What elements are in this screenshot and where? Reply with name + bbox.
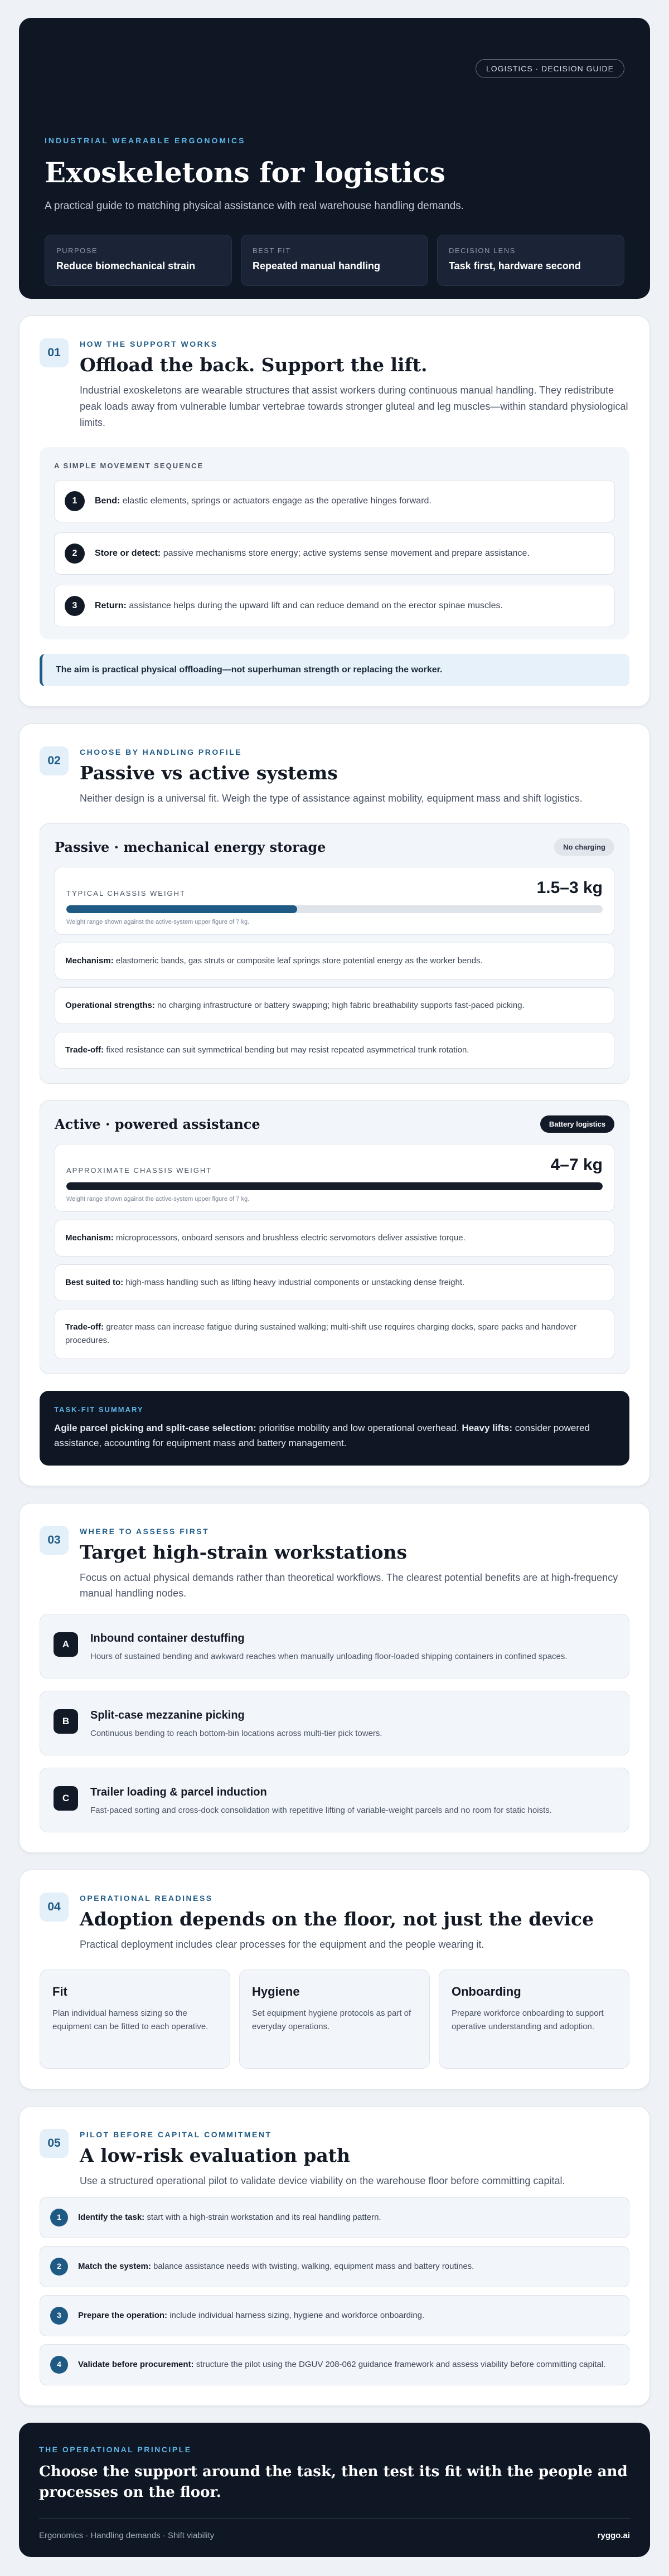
footer-divider [39,2518,630,2519]
active-system-card [40,1100,629,1374]
section-title: A low-risk evaluation path [80,2144,351,2166]
step-text: passive mechanisms store energy; active systems sense movement and prepare assistance. [161,549,530,559]
weight-value: 4–7 kg [550,1156,603,1175]
detail-label: Trade-off: [65,1045,104,1055]
item-title: Trailer loading & parcel induction [90,1786,267,1799]
pilot-step [40,2246,629,2287]
section-title: Adoption depends on the floor, not just the device [80,1908,594,1930]
step-number: 4 [50,2356,68,2374]
step-number: 1 [65,491,85,511]
step-number: 2 [65,544,85,564]
section-intro: Neither design is a universal fit. Weigh the type of assistance against mobility, equipment mass and shift logistics. [80,793,583,804]
section-intro: Industrial exoskeletons are wearable structures that assist workers during continuous manual handling. They redistribute peak loads away from vulnerable lumbar vertebrae towards stronger gluteal and leg muscles—within standard physiological limits. [80,385,628,428]
section-intro: Use a structured operational pilot to validate device viability on the warehouse floor before committing capital. [80,2175,565,2186]
workstation-item [40,1614,629,1678]
fit-card [40,1969,230,2069]
hero-summary-cards [45,235,624,286]
detail-label: Mechanism: [65,1233,114,1243]
workstation-item [40,1691,629,1755]
card-label: DECISION LENS [449,246,516,255]
card-value: Reduce biomechanical strain [56,260,196,271]
hero-subtitle: A practical guide to matching physical assistance with real warehouse handling demands. [45,200,464,212]
detail-text: no charging infrastructure or battery swapping; high fabric breathability supports fast-paced picking. [154,1001,525,1011]
summary-text: consider powered assistance, accounting for equipment mass and battery management. [54,1423,590,1449]
weight-bar-note: Weight range shown against the active-system upper figure of 7 kg. [66,919,250,926]
operational-principle-footer [19,2423,650,2557]
weight-label: TYPICAL CHASSIS WEIGHT [66,889,186,898]
footer-tags: Ergonomics · Handling demands · Shift viability [39,2531,215,2541]
section-kicker: OPERATIONAL READINESS [80,1894,213,1903]
tradeoff-detail [55,1032,614,1069]
item-letter: A [54,1632,78,1657]
section-number: 04 [40,1893,69,1922]
summary-bold: Agile parcel picking and split-case selection: [54,1423,256,1434]
step-text: assistance helps during the upward lift and can reduce demand on the erector spinae muscles. [126,601,503,611]
step-number: 3 [50,2307,68,2325]
detail-text: fixed resistance can suit symmetrical bending but may resist repeated asymmetrical trunk rotation. [104,1045,469,1055]
step-label: Identify the task: [78,2213,145,2223]
weight-value: 1.5–3 kg [536,879,603,898]
step-text: include individual harness sizing, hygiene and workforce onboarding. [167,2311,425,2321]
item-title: Inbound container destuffing [90,1632,245,1645]
weight-bar-note: Weight range shown against the active-system upper figure of 7 kg. [66,1196,250,1203]
system-title: Passive · mechanical energy storage [55,839,326,856]
detail-text: microprocessors, onboard sensors and brushless electric servomotors deliver assistive torque. [113,1233,466,1243]
movement-sequence [40,447,629,639]
system-title: Active · powered assistance [55,1116,260,1133]
battery-logistics-badge: Battery logistics [540,1115,614,1133]
step-label: Prepare the operation: [78,2311,168,2321]
hero-banner [19,18,650,299]
aim-callout: The aim is practical physical offloading—not superhuman strength or replacing the worker. [40,654,629,686]
card-value: Task first, hardware second [449,260,581,271]
card-title: Hygiene [252,1984,300,1998]
step-text: structure the pilot using the DGUV 208-062 guidance framework and assess viability before committing capital. [193,2360,606,2370]
pilot-step [40,2197,629,2238]
section-title: Passive vs active systems [80,762,338,784]
page-title: Exoskeletons for logistics [45,156,445,189]
section-evaluation-path [19,2106,650,2406]
card-title: Onboarding [452,1984,521,1998]
best-suited-detail [55,1264,614,1301]
section-kicker: HOW THE SUPPORT WORKS [80,339,218,348]
footer-message: Choose the support around the task, then test its fit with the people and processes on the floor. [39,2463,628,2501]
footer-kicker: THE OPERATIONAL PRINCIPLE [39,2444,192,2454]
section-title: Target high-strain workstations [80,1541,408,1563]
step-number: 1 [50,2209,68,2226]
pilot-step [40,2344,629,2385]
item-desc: Continuous bending to reach bottom-bin locations across multi-tier pick towers. [90,1729,382,1739]
step-label: Store or detect: [95,549,161,559]
step-number: 2 [50,2258,68,2276]
weight-label: APPROXIMATE CHASSIS WEIGHT [66,1166,212,1175]
item-title: Split-case mezzanine picking [90,1709,245,1722]
section-target-workstations [19,1503,650,1854]
section-how-support-works [19,316,650,707]
guide-type-pill: LOGISTICS · DECISION GUIDE [476,59,624,78]
summary-kicker: TASK-FIT SUMMARY [54,1405,144,1414]
card-value: Repeated manual handling [253,260,381,271]
weight-bar-fill [66,905,297,913]
card-title: Fit [52,1984,67,1998]
detail-text: high-mass handling such as lifting heavy industrial components or unstacking dense freight. [123,1278,465,1288]
section-passive-vs-active [19,724,650,1486]
card-desc: Prepare workforce onboarding to support operative understanding and adoption. [452,2008,604,2031]
workstation-item [40,1768,629,1832]
summary-text: prioritise mobility and low operational overhead. [256,1423,462,1434]
section-kicker: PILOT BEFORE CAPITAL COMMITMENT [80,2129,272,2139]
card-label: PURPOSE [56,246,98,255]
section-kicker: WHERE TO ASSESS FIRST [80,1526,210,1536]
brand-link[interactable]: ryggo.ai [597,2531,630,2541]
step-number: 3 [65,596,85,616]
readiness-columns [40,1969,629,2069]
step-text: balance assistance needs with twisting, walking, equipment mass and battery routines. [151,2262,474,2272]
pilot-step [40,2295,629,2336]
item-desc: Hours of sustained bending and awkward reaches when manually unloading floor-loaded shipping containers in confined spaces. [90,1652,568,1662]
passive-system-card [40,823,629,1084]
sequence-step [54,532,615,575]
step-text: start with a high-strain workstation and its real handling pattern. [144,2213,381,2223]
step-label: Validate before procurement: [78,2360,194,2370]
section-kicker: CHOOSE BY HANDLING PROFILE [80,748,243,757]
task-fit-summary [40,1391,629,1465]
sequence-title: A SIMPLE MOVEMENT SEQUENCE [54,462,204,470]
sequence-step [54,480,615,522]
decision-lens-card [437,235,624,286]
onboarding-card [439,1969,629,2069]
card-desc: Set equipment hygiene protocols as part of everyday operations. [252,2008,411,2031]
hero-kicker: INDUSTRIAL WEARABLE ERGONOMICS [45,136,246,145]
summary-bold: Heavy lifts: [462,1423,513,1434]
detail-text: elastomeric bands, gas struts or composite leaf springs store potential energy as the worker bends. [113,956,483,966]
item-letter: B [54,1709,78,1734]
tradeoff-detail [55,1309,614,1359]
card-label: BEST FIT [253,246,291,255]
section-number: 03 [40,1526,69,1555]
detail-label: Operational strengths: [65,1001,155,1011]
section-operational-readiness [19,1870,650,2089]
best-fit-card [241,235,428,286]
section-intro: Practical deployment includes clear processes for the equipment and the people wearing it. [80,1939,484,1951]
mechanism-detail [55,1220,614,1257]
step-label: Return: [95,601,127,611]
detail-label: Best suited to: [65,1278,124,1288]
section-intro: Focus on actual physical demands rather than theoretical workflows. The clearest potential benefits are at high-frequency manual handling nodes. [80,1571,618,1599]
purpose-card [45,235,232,286]
step-label: Bend: [95,496,120,506]
sequence-step [54,585,615,627]
card-desc: Plan individual harness sizing so the equipment can be fitted to each operative. [52,2008,209,2031]
section-title: Offload the back. Support the lift. [80,354,428,376]
section-number: 01 [40,338,69,367]
item-desc: Fast-paced sorting and cross-dock consolidation with repetitive lifting of variable-weight parcels and no room for static hoists. [90,1806,552,1816]
weight-bar-track [66,1182,603,1190]
step-label: Match the system: [78,2262,151,2272]
section-number: 05 [40,2129,69,2158]
weight-bar-fill [66,1182,603,1190]
item-letter: C [54,1786,78,1811]
weight-indicator [55,1144,614,1212]
hygiene-card [239,1969,430,2069]
section-number: 02 [40,746,69,775]
strengths-detail [55,987,614,1024]
mechanism-detail [55,943,614,979]
step-text: elastic elements, springs or actuators engage as the operative hinges forward. [120,496,432,506]
detail-text: greater mass can increase fatigue during sustained walking; multi-shift use requires charging docks, spare packs and handover procedures. [65,1322,577,1346]
detail-label: Mechanism: [65,956,114,966]
weight-indicator [55,867,614,935]
weight-bar-track [66,905,603,913]
detail-label: Trade-off: [65,1322,104,1332]
no-charging-badge: No charging [554,838,614,856]
